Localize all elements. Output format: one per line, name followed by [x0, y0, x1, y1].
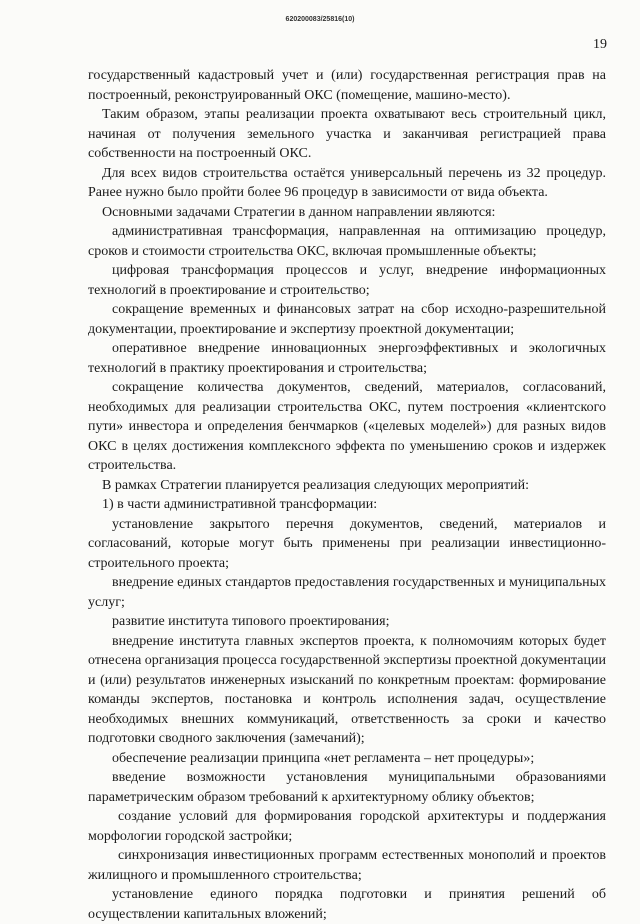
paragraph: Для всех видов строительства остаётся универсальный перечень из 32 процедур. Ранее нужно было пройти более 96 процедур в зависимости от вида объекта. — [88, 165, 606, 200]
list-item: цифровая трансформация процессов и услуг, внедрение информационных технологий в проектирование и строительство; — [88, 263, 606, 298]
document-code: 620200083/25816(10) — [285, 16, 355, 23]
body-text — [88, 66, 606, 924]
list-item: развитие института типового проектирования; — [112, 614, 390, 629]
list-item: внедрение единых стандартов предоставления государственных и муниципальных услуг; — [88, 575, 606, 610]
paragraph: Основными задачами Стратегии в данном направлении являются: — [102, 204, 496, 220]
list-item: синхронизация инвестиционных программ естественных монополий и проектов жилищного и промышленного строительства; — [88, 848, 606, 883]
list-item: сокращение временных и финансовых затрат на сбор исходно-разрешительной документации, проектирование и экспертизу проектной документации; — [88, 302, 606, 337]
list-item: сокращение количества документов, сведений, материалов, согласований, необходимых для реализации строительства ОКС, путем построения «клиентского пути» инвестора и определения бенчмарков («целевых моделей») для разных видов ОКС в целях достижения комплексного эффекта по уменьшению сроков и издержек строительства. — [88, 380, 606, 473]
paragraph: В рамках Стратегии планируется реализация следующих мероприятий: — [102, 477, 529, 493]
list-item: установление единого порядка подготовки и принятия решений об осуществлении капитальных вложений; — [88, 887, 606, 922]
list-item: внедрение института главных экспертов проекта, к полномочиям которых будет отнесена организация процесса государственной экспертизы проектной документации и (или) результатов инженерных изысканий по конкретным проектам: формирование команды экспертов, постановка и контроль исполнения задач, осуществление необходимых внешних коммуникаций, ответственность за сроки и качество подготовки сводного заключения (замечаний); — [88, 633, 606, 746]
list-item: оперативное внедрение инновационных энергоэффективных и экологичных технологий в практику проектирования и строительства; — [88, 341, 606, 376]
list-item: обеспечение реализации принципа «нет регламента – нет процедуры»; — [112, 750, 535, 766]
list-heading: 1) в части административной трансформации: — [102, 497, 378, 512]
list-item: создание условий для формирования городской архитектуры и поддержания морфологии городской застройки; — [88, 809, 606, 844]
paragraph: Таким образом, этапы реализации проекта охватывают весь строительный цикл, начиная от получения земельного участка и заканчивая регистрацией права собственности на построенный ОКС. — [88, 107, 606, 161]
list-item: установление закрытого перечня документов, сведений, материалов и согласований, которые могут быть применены при реализации инвестиционно-строительного проекта; — [88, 516, 606, 571]
list-item: административная трансформация, направленная на оптимизацию процедур, сроков и стоимости строительства ОКС, включая промышленные объекты; — [88, 224, 606, 259]
paragraph: государственный кадастровый учет и (или) государственная регистрация прав на построенный, реконструированный ОКС (помещение, машино-место). — [88, 68, 606, 103]
list-item: введение возможности установления муниципальными образованиями параметрическим образом требований к архитектурному облику объектов; — [88, 770, 606, 805]
page-number: 19 — [593, 37, 607, 52]
